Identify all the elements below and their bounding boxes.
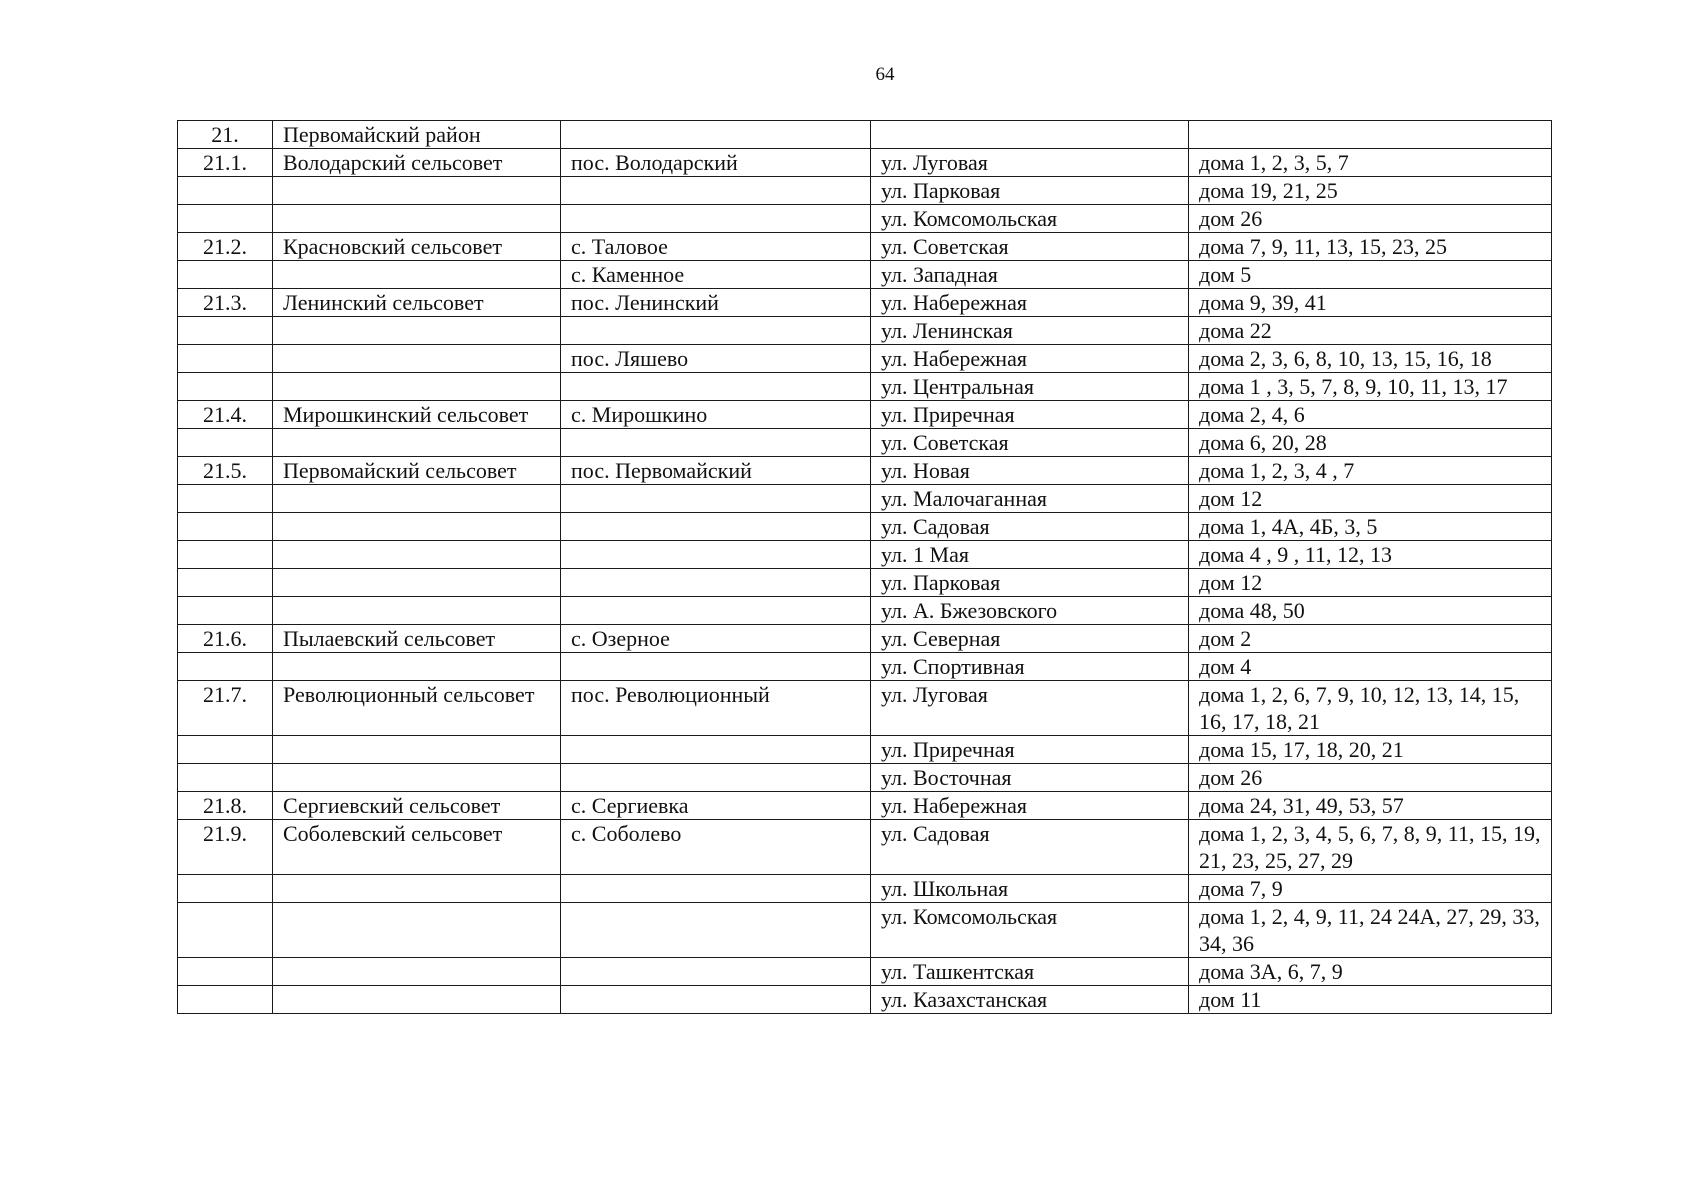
houses-cell: дома 9, 39, 41 bbox=[1189, 289, 1552, 317]
row-number-cell bbox=[178, 764, 273, 792]
council-cell bbox=[273, 597, 561, 625]
table-row bbox=[178, 233, 1552, 261]
street-cell: ул. Садовая bbox=[871, 820, 1189, 875]
row-number-cell: 21.1. bbox=[178, 149, 273, 177]
locality-cell: пос. Ляшево bbox=[561, 345, 871, 373]
row-number-cell bbox=[178, 373, 273, 401]
locality-cell: с. Сергиевка bbox=[561, 792, 871, 820]
council-cell: Революционный сельсовет bbox=[273, 681, 561, 736]
council-cell: Ленинский сельсовет bbox=[273, 289, 561, 317]
houses-cell: дома 3А, 6, 7, 9 bbox=[1189, 958, 1552, 986]
council-cell bbox=[273, 485, 561, 513]
table-row bbox=[178, 820, 1552, 875]
locality-cell bbox=[561, 653, 871, 681]
address-table bbox=[177, 120, 1552, 1014]
row-number-cell: 21.7. bbox=[178, 681, 273, 736]
row-number-cell bbox=[178, 569, 273, 597]
council-cell bbox=[273, 429, 561, 457]
page-number: 64 bbox=[875, 64, 895, 85]
locality-cell: пос. Володарский bbox=[561, 149, 871, 177]
council-cell bbox=[273, 177, 561, 205]
street-cell: ул. Луговая bbox=[871, 149, 1189, 177]
street-cell: ул. Приречная bbox=[871, 401, 1189, 429]
street-cell: ул. А. Бжезовского bbox=[871, 597, 1189, 625]
houses-cell: дом 12 bbox=[1189, 485, 1552, 513]
row-number-cell: 21. bbox=[178, 121, 273, 149]
locality-cell bbox=[561, 513, 871, 541]
table-row bbox=[178, 485, 1552, 513]
table-row bbox=[178, 792, 1552, 820]
street-cell: ул. Советская bbox=[871, 429, 1189, 457]
row-number-cell bbox=[178, 541, 273, 569]
table-row bbox=[178, 317, 1552, 345]
table-row bbox=[178, 513, 1552, 541]
council-cell bbox=[273, 513, 561, 541]
locality-cell bbox=[561, 736, 871, 764]
table-row bbox=[178, 401, 1552, 429]
street-cell: ул. Комсомольская bbox=[871, 903, 1189, 958]
row-number-cell bbox=[178, 177, 273, 205]
houses-cell: дома 19, 21, 25 bbox=[1189, 177, 1552, 205]
table-row bbox=[178, 289, 1552, 317]
row-number-cell: 21.6. bbox=[178, 625, 273, 653]
street-cell: ул. Парковая bbox=[871, 177, 1189, 205]
row-number-cell: 21.4. bbox=[178, 401, 273, 429]
locality-cell bbox=[561, 429, 871, 457]
locality-cell: с. Мирошкино bbox=[561, 401, 871, 429]
council-cell bbox=[273, 373, 561, 401]
street-cell: ул. Набережная bbox=[871, 289, 1189, 317]
council-cell bbox=[273, 736, 561, 764]
street-cell: ул. Луговая bbox=[871, 681, 1189, 736]
houses-cell: дома 48, 50 bbox=[1189, 597, 1552, 625]
locality-cell bbox=[561, 121, 871, 149]
houses-cell: дом 26 bbox=[1189, 764, 1552, 792]
street-cell: ул. Школьная bbox=[871, 875, 1189, 903]
table-row bbox=[178, 736, 1552, 764]
row-number-cell: 21.8. bbox=[178, 792, 273, 820]
locality-cell: пос. Ленинский bbox=[561, 289, 871, 317]
row-number-cell bbox=[178, 345, 273, 373]
address-table-body bbox=[178, 121, 1552, 1014]
council-cell bbox=[273, 261, 561, 289]
table-row bbox=[178, 177, 1552, 205]
row-number-cell bbox=[178, 903, 273, 958]
row-number-cell bbox=[178, 513, 273, 541]
locality-cell bbox=[561, 597, 871, 625]
table-row bbox=[178, 875, 1552, 903]
table-row bbox=[178, 681, 1552, 736]
table-row bbox=[178, 764, 1552, 792]
table-row bbox=[178, 986, 1552, 1014]
street-cell: ул. Набережная bbox=[871, 345, 1189, 373]
houses-cell: дома 2, 3, 6, 8, 10, 13, 15, 16, 18 bbox=[1189, 345, 1552, 373]
table-row bbox=[178, 345, 1552, 373]
row-number-cell bbox=[178, 317, 273, 345]
council-cell: Первомайский сельсовет bbox=[273, 457, 561, 485]
street-cell: ул. Набережная bbox=[871, 792, 1189, 820]
locality-cell bbox=[561, 569, 871, 597]
houses-cell: дома 24, 31, 49, 53, 57 bbox=[1189, 792, 1552, 820]
council-cell: Пылаевский сельсовет bbox=[273, 625, 561, 653]
council-cell: Мирошкинский сельсовет bbox=[273, 401, 561, 429]
locality-cell bbox=[561, 317, 871, 345]
street-cell: ул. Малочаганная bbox=[871, 485, 1189, 513]
row-number-cell bbox=[178, 875, 273, 903]
street-cell: ул. Ленинская bbox=[871, 317, 1189, 345]
council-cell bbox=[273, 875, 561, 903]
houses-cell bbox=[1189, 121, 1552, 149]
locality-cell bbox=[561, 177, 871, 205]
locality-cell: с. Соболево bbox=[561, 820, 871, 875]
locality-cell: с. Таловое bbox=[561, 233, 871, 261]
houses-cell: дом 2 bbox=[1189, 625, 1552, 653]
houses-cell: дома 22 bbox=[1189, 317, 1552, 345]
street-cell: ул. 1 Мая bbox=[871, 541, 1189, 569]
street-cell: ул. Парковая bbox=[871, 569, 1189, 597]
table-row bbox=[178, 121, 1552, 149]
locality-cell bbox=[561, 541, 871, 569]
council-cell: Володарский сельсовет bbox=[273, 149, 561, 177]
locality-cell bbox=[561, 958, 871, 986]
table-row bbox=[178, 261, 1552, 289]
locality-cell bbox=[561, 373, 871, 401]
locality-cell: пос. Революционный bbox=[561, 681, 871, 736]
street-cell: ул. Центральная bbox=[871, 373, 1189, 401]
row-number-cell: 21.2. bbox=[178, 233, 273, 261]
houses-cell: дома 1 , 3, 5, 7, 8, 9, 10, 11, 13, 17 bbox=[1189, 373, 1552, 401]
houses-cell: дома 1, 2, 3, 5, 7 bbox=[1189, 149, 1552, 177]
row-number-cell bbox=[178, 261, 273, 289]
row-number-cell bbox=[178, 958, 273, 986]
council-cell bbox=[273, 986, 561, 1014]
table-row bbox=[178, 903, 1552, 958]
street-cell: ул. Восточная bbox=[871, 764, 1189, 792]
table-row bbox=[178, 541, 1552, 569]
table-row bbox=[178, 429, 1552, 457]
houses-cell: дом 12 bbox=[1189, 569, 1552, 597]
table-row bbox=[178, 597, 1552, 625]
table-row bbox=[178, 625, 1552, 653]
street-cell: ул. Западная bbox=[871, 261, 1189, 289]
council-cell: Красновский сельсовет bbox=[273, 233, 561, 261]
street-cell bbox=[871, 121, 1189, 149]
row-number-cell bbox=[178, 653, 273, 681]
houses-cell: дома 1, 2, 3, 4, 5, 6, 7, 8, 9, 11, 15, 19, 21, 23, 25, 27, 29 bbox=[1189, 820, 1552, 875]
council-cell bbox=[273, 569, 561, 597]
houses-cell: дома 1, 2, 4, 9, 11, 24 24А, 27, 29, 33, 34, 36 bbox=[1189, 903, 1552, 958]
row-number-cell bbox=[178, 597, 273, 625]
council-cell bbox=[273, 317, 561, 345]
houses-cell: дома 1, 4А, 4Б, 3, 5 bbox=[1189, 513, 1552, 541]
row-number-cell bbox=[178, 205, 273, 233]
houses-cell: дом 5 bbox=[1189, 261, 1552, 289]
locality-cell bbox=[561, 764, 871, 792]
locality-cell: с. Каменное bbox=[561, 261, 871, 289]
locality-cell bbox=[561, 875, 871, 903]
locality-cell: пос. Первомайский bbox=[561, 457, 871, 485]
street-cell: ул. Казахстанская bbox=[871, 986, 1189, 1014]
council-cell bbox=[273, 205, 561, 233]
council-cell bbox=[273, 958, 561, 986]
row-number-cell bbox=[178, 736, 273, 764]
houses-cell: дома 1, 2, 3, 4 , 7 bbox=[1189, 457, 1552, 485]
houses-cell: дом 4 bbox=[1189, 653, 1552, 681]
row-number-cell bbox=[178, 429, 273, 457]
council-cell bbox=[273, 653, 561, 681]
council-cell: Первомайский район bbox=[273, 121, 561, 149]
street-cell: ул. Комсомольская bbox=[871, 205, 1189, 233]
table-row bbox=[178, 373, 1552, 401]
houses-cell: дома 1, 2, 6, 7, 9, 10, 12, 13, 14, 15, 16, 17, 18, 21 bbox=[1189, 681, 1552, 736]
council-cell bbox=[273, 764, 561, 792]
locality-cell bbox=[561, 485, 871, 513]
locality-cell bbox=[561, 903, 871, 958]
table-row bbox=[178, 205, 1552, 233]
row-number-cell: 21.3. bbox=[178, 289, 273, 317]
locality-cell bbox=[561, 205, 871, 233]
street-cell: ул. Спортивная bbox=[871, 653, 1189, 681]
street-cell: ул. Садовая bbox=[871, 513, 1189, 541]
council-cell: Сергиевский сельсовет bbox=[273, 792, 561, 820]
houses-cell: дома 6, 20, 28 bbox=[1189, 429, 1552, 457]
row-number-cell: 21.5. bbox=[178, 457, 273, 485]
houses-cell: дома 15, 17, 18, 20, 21 bbox=[1189, 736, 1552, 764]
row-number-cell: 21.9. bbox=[178, 820, 273, 875]
table-row bbox=[178, 569, 1552, 597]
council-cell: Соболевский сельсовет bbox=[273, 820, 561, 875]
locality-cell: с. Озерное bbox=[561, 625, 871, 653]
locality-cell bbox=[561, 986, 871, 1014]
table-row bbox=[178, 958, 1552, 986]
street-cell: ул. Новая bbox=[871, 457, 1189, 485]
council-cell bbox=[273, 345, 561, 373]
row-number-cell bbox=[178, 986, 273, 1014]
houses-cell: дома 2, 4, 6 bbox=[1189, 401, 1552, 429]
table-row bbox=[178, 149, 1552, 177]
street-cell: ул. Советская bbox=[871, 233, 1189, 261]
street-cell: ул. Северная bbox=[871, 625, 1189, 653]
table-row bbox=[178, 457, 1552, 485]
houses-cell: дом 11 bbox=[1189, 986, 1552, 1014]
houses-cell: дома 4 , 9 , 11, 12, 13 bbox=[1189, 541, 1552, 569]
houses-cell: дома 7, 9 bbox=[1189, 875, 1552, 903]
council-cell bbox=[273, 541, 561, 569]
houses-cell: дома 7, 9, 11, 13, 15, 23, 25 bbox=[1189, 233, 1552, 261]
address-table-container bbox=[177, 120, 1551, 1014]
street-cell: ул. Ташкентская bbox=[871, 958, 1189, 986]
row-number-cell bbox=[178, 485, 273, 513]
council-cell bbox=[273, 903, 561, 958]
table-row bbox=[178, 653, 1552, 681]
houses-cell: дом 26 bbox=[1189, 205, 1552, 233]
street-cell: ул. Приречная bbox=[871, 736, 1189, 764]
